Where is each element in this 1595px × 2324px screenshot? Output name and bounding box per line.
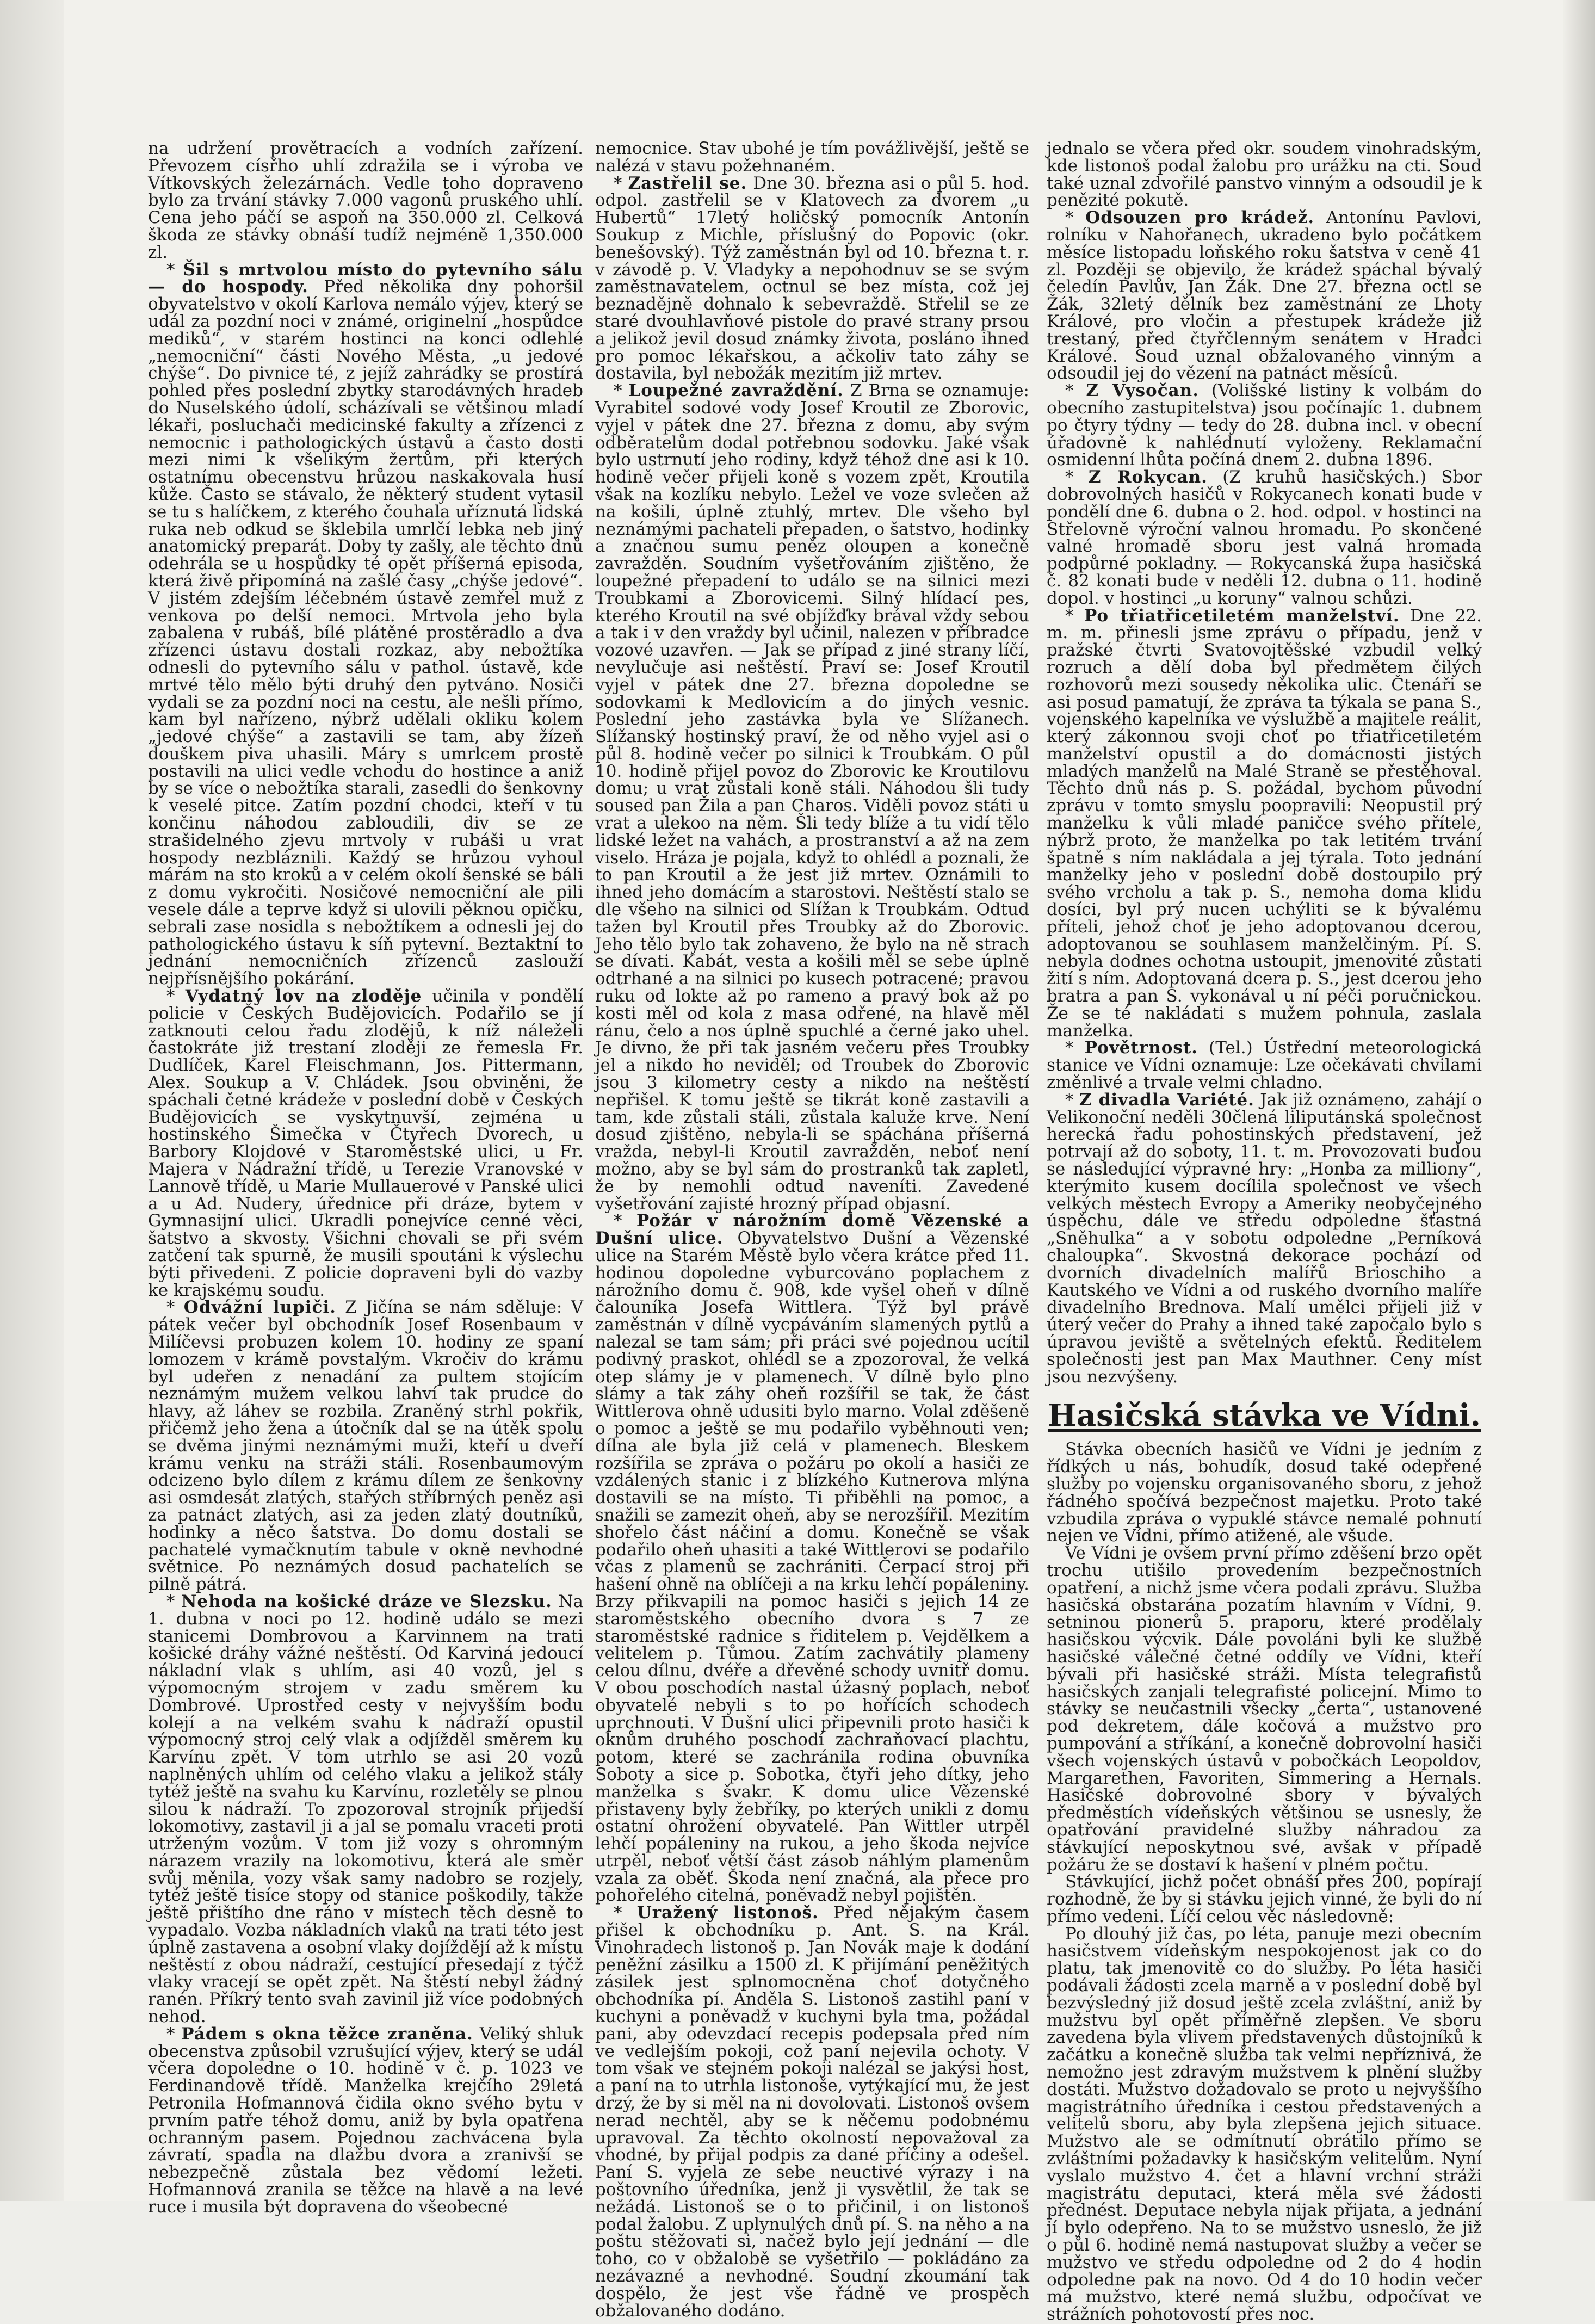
article-heading: Po třiatřicetiletém manželství. [1084,605,1400,626]
article-body: Před nějakým časem přišel k obchodníku p. Ant. S. na Král. Vinohradech listonoš p. Jan Novák maje k dodání peněžní zásilku a 1500 zl. K přijímání peněžitých zásilek jest splnomocněna choť dotyčného obchodníka pí. Anděla S. Listonoš zastihl paní v kuchyni a poněvadž v kuchyni byla tma, požádal pani, aby odevzdací recepis podepsala před ním ve vedlejším pokoji, což paní nejevila ochoty. V tom však ve stejném pokoji nalézal se jakýsi host, a paní na to utrhla listonoše, vytýkající mu, že jest drzý, že by si měl na ni dovolovati. Listonoš ovšem nerad nechtěl, aby se k něčemu podobnému upravoval. Za těchto okolností nepovažoval za vhodné, by přijal podpis za dané příčiny a odešel. Paní S. vyjela ze sebe neuctivé výrazy i na poštovního úředníka, jenž ji vysvětlil, že tak se nežádá. Listonoš se o to přičinil, i on listonoš podal žalobu. Z uplynulých dnů pí. S. na něho a na poštu stěžovati si, načež bylo její jednání — dle toho, co v obžalobě se vyšetřilo — pokládáno za nezávazné a nevhodné. Soudní zkoumání tak dospělo, že jest vše řádně ve prospěch obžalovaného dodáno. [595,1903,1030,2321]
column-middle [595,140,1029,2320]
article-loupezne-zavrazdeni: * Loupežné zavraždění. Z Brna se oznamuje: Vyrabitel sodové vody Josef Kroutil ze Zborovic, vyjel v pátek dne 27. března z domu, aby svým odběratelům dodal potřebnou sodovku. Jaké však bylo ustrnutí jeho rodiny, když téhož dne asi k 10. hodině večer přijeli koně s vozem zpět, Kroutila však na kozlíku nebylo. Ležel ve voze svlečen až na košili, úplně ztuhlý, mrtev. Dle všeho byl neznámými pachateli přepaden, o šatstvo, hodinky a značnou sumu peněz oloupen a konečně zavražděn. Soudním vyšetřováním zjištěno, že loupežné přepadení to událo se na silnici mezi Troubkami a Zborovicemi. Silný hlídací pes, kterého Kroutil na své objížďky brával vždy sebou a tak i v den vraždy byl učinil, nalezen v příbradce vozové uzavřen. — Jak se případ z jiné strany líčí, nevylučuje asi neštěstí. Praví se: Josef Kroutil vyjel v pátek dne 27. března dopoledne se sodovkami k Medlovicím a do jiných vesnic. Poslední jeho zastávka byla ve Slížanech. Slížanský hostinský praví, že od něho vyjel asi o půl 8. hodině večer po silnici k Troubkám. O půl 10. hodině přijel povoz do Zborovic ke Kroutilovu domu; u vrat zůstali koně stáli. Náhodou šli tudy soused pan Žila a pan Charos. Viděli povoz státi u vrat a ulekoo na něm. Šli tedy blíže a tu vidí tělo lidské ležet na vahách, a prostranství a až na zem viselo. Hráza je pojala, když to ohlédl a poznali, že to pan Kroutil a že jest již mrtev. Oznámili to ihned jeho domácím a starostovi. Neštěstí stalo se dle všeho na silnici od Slížan k Troubkám. Odtud tažen byl Kroutil přes Troubky až do Zborovic. Jeho tělo bylo tak zohaveno, že bylo na ně strach se dívati. Kabát, vesta a košili měl se sebe úplně odtrhané a na silnici po kusech potracené; pravou ruku od lokte až po rameno a pravý bok až po kosti měl od kola z masa odřené, na hlavě měl ránu, čelo a nos úplně spuchlé a černé jako uhel. Je divno, že při tak jasném večeru přes Troubky jel a nikdo ho neviděl; od Troubek do Zborovic jsou 3 kilometry cesty a nikdo na neštěstí nepřišel. K tomu ještě se tikrát koně zastavili a tam, kde zůstali stáli, zůstala kaluže krve. Není dosud zjištěno, nebyla-li se spáchána příšerná vražda, nebyl-li Kroutil zavražděn, neboť není možno, aby se byl sám do prostranků tak zapletl, že by nemohli odtud naveníti. Zavedené vyšetřování zajisté hrozný případ objasní. [595,381,1029,1214]
article-heading: Vydatný lov na zloděje [185,986,422,1006]
scan-edge-left [0,0,64,2201]
article-body: Dne 22. m. m. přinesli jsme zprávu o případu, jenž v pražské čtvrti Svatovojtěšské vzbudil velký rozruch a dělí doba byl předmětem čilých rozhovorů mezi sousedy několika ulic. Čtenáři se asi posud pamatují, že zpráva ta týkala se pana S., vojenského kapelníka ve výslužbě a majitele reálit, který zákonnou svoji choť po třiatřicetiletém manželství opustil a do domácnosti jistých mladých manželů na Malé Straně se přestěhoval. Těchto dnů nás p. S. požádal, bychom původní zprávu v tomto smyslu poopravili: Neopustil prý manželku k vůli mladé paničce svého přítele, nýbrž proto, že manželka po tak letitém trvání špatně s ním nakládala a jej týrala. Toto jednání manželky jeho v poslední době dostoupilo prý svého vrcholu a tak p. S., nemoha doma klidu dosíci, byl prý nucen uchýliti se k bývalému příteli, jehož choť je jeho adoptovanou dcerou, adoptovanou se souhlasem manželčiným. Pí. S. nebyla dodnes ochotna ustoupit, jmenovité zůstati žití s ním. Adoptovaná dcera p. S., jest dcerou jeho bratra a pan S. vykonával u ní péči poručnickou. Že se té nakládati s mužem pohnula, zaslala manželka. [1047,605,1482,1041]
article-nehoda-na-draze: * Nehoda na košické dráze ve Slezsku. Na 1. dubna v noci po 12. hodině událo se mezi stanicemi Dombrovou a Karvinnem na trati košické dráhy vážné neštěstí. Od Karviná jedoucí nákladní vlak s uhlím, asi 40 vozů, jel s výpomocným strojem v zadu směrem ku Dombrové. Uprostřed cesty v nejvyšším bodu kolejí a na velkém svahu k nádraží opustil výpomocný stroj celý vlak a odjížděl směrem ku Karvínu zpět. V tom utrhlo se asi 20 vozů naplněných uhlím od celého vlaku a jelikož stály tytéž ještě na svahu ku Karvínu, rozletěly se plnou silou k nádraží. To zpozoroval strojník přijedší lokomotivy, zastavil ji a jal se pomalu vraceti proti utrženým vozům. V tom již vozy s ohromným nárazem vrazily na lokomotivu, která ale směr svůj měnila, vozy však samy nadobro se rozjely, tytéž ještě tisíce stopy od stanice poškodily, takže ještě přištího dne ráno v místech těch desně to vypadalo. Vozba nákladních vlaků na trati této jest úplně zastavena a osobní vlaky dojíždějí až k místu neštěstí z obou nádraží, cestující přesedají z týčž vlaky vracejí se opět zpět. Na štěstí nebyl žádný ranén. Příkrý tento svah zavinil již více podobných nehod. [148,1591,583,2027]
article-body: Před několika dny pohoršil obyvatelstvo v okolí Karlova nemálo výjev, který se udál za pozdní noci v známé, originelní „hospůdce mediků“, v starém hostinci na konci odlehlé „nemocniční“ části Nového Města, „u jedové chýše“. Do pivnice té, z jejíž zahrádky se prostírá pohled přes poslední zbytky starodávných hradeb do Nuselského údolí, scházívali se většinou mladí lékaři, posluchači medicinské fakulty a zřízenci z nemocnic i pathologických ústavů a často dosti mezi nimi k všelikým žertům, při kterých ostatnímu obecenstvu hrůzou naskakovala husí kůže. Často se stávalo, že některý student vytasil se tu s halíčkem, z kterého čouhala uříznutá lidská ruka neb odkud se šklebila umrlčí lebka neb jiný anatomický preparát. Doby ty zašly, ale těchto dnů odehrála se u hospůdky té opět příšerná episoda, která živě připomíná na zašlé časy „chýše jedové“. V jistém zdejším léčebném ústavě zemřel muž z venkova po delší nemoci. Mrtvola jeho byla zabalena v rubáš, bílé plátěné prostěradlo a dva zřízenci ústavu dostali rozkaz, aby nebožtíka odnesli do pytevního sálu v pathol. ústavě, kde mrtvé tělo mělo býti druhý den pytváno. Nosiči vydali se za pozdní noci na cestu, ale nešli přímo, kam byl nařízeno, nýbrž udělali okliku kolem „jedové chýše“ a zastavili se tam, aby žízeň douškem piva uhasili. Máry s umrlcem prostě postavili na ulici vedle vchodu do hostince a aniž by se více o nebožtíka starali, zasedli do šenkovny k veselé pitce. Zatím pozdní chodci, kteří v tu končinu náhodou zabloudili, div se ze strašidelného zjevu mrtvoly v rubáši u vrat hospody nezbláznili. Každý se hrůzou vyhoul márám na sto kroků a v celém okolí šenské se báli z domu vykročiti. Nosičové nemocniční ale pili vesele dále a teprve když si ulovili pěknou opičku, sebrali zase nosidla s nebožtíkem a odnesli jej do pathologického ústavu k síň pytevní. Beztaktní to jednání nemocničních zřízenců zaslouží nejpřísnějšího pokárání. [148,277,583,989]
feature-headline: Hasičská stávka ve Vídni. [1047,1398,1481,1434]
article-heading: Odsouzen pro krádež. [1085,208,1315,228]
article-heading: Zastřelil se. [628,173,747,193]
article-manzelstvi: * Po třiatřicetiletém manželství. Dne 22. m. m. přinesli jsme zprávu o případu, jenž v pražské čtvrti Svatovojtěšské vzbudil velký rozruch a dělí doba byl předmětem čilých rozhovorů mezi sousedy několika ulic. Čtenáři se asi posud pamatují, že zpráva ta týkala se pana S., vojenského kapelníka ve výslužbě a majitele reálit, který zákonnou svoji choť po třiatřicetiletém manželství opustil a do domácnosti jistých mladých manželů na Malé Straně se přestěhoval. Těchto dnů nás p. S. požádal, bychom původní zprávu v tomto smyslu poopravili: Neopustil prý manželku k vůli mladé paničce svého přítele, nýbrž proto, že manželka po tak letitém trvání špatně s ním nakládala a jej týrala. Toto jednání manželky jeho v poslední době dostoupilo prý svého vrcholu a tak p. S., nemoha doma klidu dosíci, byl prý nucen uchýliti se k bývalému příteli, jehož choť je jeho adoptovanou dcerou, adoptovanou se souhlasem manželčiným. Pí. S. nebyla dodnes ochotna ustoupit, jmenovité zůstati žití s ním. Adoptovaná dcera p. S., jest dcerou jeho bratra a pan S. vykonával u ní péči poručnickou. Že se té nakládati s mužem pohnula, zaslala manželka. [1047,605,1482,1041]
article-heading: Z Vysočan. [1086,381,1200,401]
scan-edge-right [1563,0,1595,2201]
article-body: Dne 30. března asi o půl 5. hod. odpol. zastřelil se v Klatovech za dvorem „u Hubertů“ 17letý holičský pomocník Antonín Soukup z Michle, příslušný do Popovic (okr. benešovský). Týž zaměstnán byl od 10. března t. r. v závodě p. V. Vladyky a nepohodnuv se se svým zaměstnavatelem, octnul se bez místa, což jej beznadějně dohnalo k sebevraždě. Střelil se ze staré dvouhlavňové pistole do pravé strany prsou a jelikož jevil dosud známky života, posláno ihned pro pomoc lékařskou, a ačkoliv tato záhy se dostavila, byl nebožák mezitím již mrtev. [595,173,1029,384]
article-body: učinila v pondělí policie v Českých Budějovicích. Podařilo se jí zatknouti celou řadu zlodějů, k níž náleželi častokráte již trestaní zloději ze řemesla Fr. Dudlíček, Karel Fleischmann, Jos. Pittermann, Alex. Soukup a V. Chládek. Jsou obviněni, že spáchali četné krádeže v poslední době v Českých Budějovicích se vyskytnuvší, zejména u hostinského Šimečka v Čtyřech Dvorech, u Barbory Klojdové v Staroměstské ulici, u Fr. Majera v Nádražní třídě, u Terezie Vranovské v Lannově třídě, u Marie Mullauerové v Panské ulici a u Ad. Nudery, úřednice při dráze, bytem v Gymnasijní ulici. Ukradli ponejvíce cenné věci, šatstvo a skvosty. Všichni chovali se při svém zatčení tak spurně, že musili spoutáni k výslechu býti přivedeni. Z policie dopraveni byli do vazby ke krajskému soudu. [148,986,583,1300]
article-urazeny-listonos: * Uražený listonoš. Před nějakým časem přišel k obchodníku p. Ant. S. na Král. Vinohradech listonoš p. Jan Novák maje k dodání peněžní zásilku a 1500 zl. K přijímání peněžitých zásilek jest splnomocněna choť dotyčného obchodníka pí. Anděla S. Listonoš zastihl paní v kuchyni a poněvadž v kuchyni byla tma, požádal pani, aby odevzdací recepis podepsala před ním ve vedlejším pokoji, což paní nejevila ochoty. V tom však ve stejném pokoji nalézal se jakýsi host, a paní na to utrhla listonoše, vytýkající mu, že jest drzý, že by si měl na ni dovolovati. Listonoš ovšem nerad nechtěl, aby se k něčemu podobnému upravoval. Za těchto okolností nepovažoval za vhodné, by přijal podpis za dané příčiny a odešel. Paní S. vyjela ze sebe neuctivé výrazy i na poštovního úředníka, jenž ji vysvětlil, že tak se nežádá. Listonoš se o to přičinil, i on listonoš podal žalobu. Z uplynulých dnů pí. S. na něho a na poštu stěžovati si, načež bylo její jednání — dle toho, co v obžalobě se vyšetřilo — pokládáno za nezávazné a nevhodné. Soudní zkoumání tak dospělo, že jest vše řádně ve prospěch obžalovaného dodáno. [595,1903,1030,2321]
feature-paragraph: Stávka obecních hasičů ve Vídni je jedním z řídkých u nás, bohudík, dosud také odepřené služby po vojensku organisovaného sboru, z jehož řádného spočívá bezpečnost majetku. Proto také vzbudila zpráva o vypuklé stávce nemalé pohnutí nejen ve Vídni, přímo atižené, ale všude. [1047,1439,1482,1546]
article-body: Antonínu Pavlovi, rolníku v Nahořanech, ukradeno bylo počátkem měsíce listopadu loňského roku šatstva v ceně 41 zl. Později se objevilo, že krádež spáchal bývalý čeledín Pavlův, Jan Žák. Dne 27. března octl se Žák, 32letý dělník bez zaměstnání ze Lhoty Králové, pro vločin a přestupek krádeže již trestaný, před čtyřčlenným senátem v Hradci Králové. Soud uznal obžalovaného vinným a odsoudil jej do vězení na patnáct měsíců. [1047,208,1482,384]
column-right [1047,140,1482,2323]
article-povetrnost: * Povětrnost. (Tel.) Ústřední meteorologická stanice ve Vídni oznamuje: Lze očekávati chvilami změnlivé a trvale velmi chladno. [1047,1038,1482,1093]
article-body: Z Brna se oznamuje: Vyrabitel sodové vody Josef Kroutil ze Zborovic, vyjel v pátek dne 27. března z domu, aby svým odběratelům dodal potřebnou sodovku. Jaké však bylo ustrnutí jeho rodiny, když téhož dne asi k 10. hodině večer přijeli koně s vozem zpět, Kroutila však na kozlíku nebylo. Ležel ve voze svlečen až na košili, úplně ztuhlý, mrtev. Dle všeho byl neznámými pachateli přepaden, o šatstvo, hodinky a značnou sumu peněz oloupen a konečně zavražděn. Soudním vyšetřováním zjištěno, že loupežné přepadení to událo se na silnici mezi Troubkami a Zborovicemi. Silný hlídací pes, kterého Kroutil na své objížďky brával vždy sebou a tak i v den vraždy byl učinil, nalezen v příbradce vozové uzavřen. — Jak se případ z jiné strany líčí, nevylučuje asi neštěstí. Praví se: Josef Kroutil vyjel v pátek dne 27. března dopoledne se sodovkami k Medlovicím a do jiných vesnic. Poslední jeho zastávka byla ve Slížanech. Slížanský hostinský praví, že od něho vyjel asi o půl 8. hodině večer po silnici k Troubkám. O půl 10. hodině přijel povoz do Zborovic ke Kroutilovu domu; u vrat zůstali koně stáli. Náhodou šli tudy soused pan Žila a pan Charos. Viděli povoz státi u vrat a ulekoo na něm. Šli tedy blíže a tu vidí tělo lidské ležet na vahách, a prostranství a až na zem viselo. Hráza je pojala, když to ohlédl a poznali, že to pan Kroutil a že jest již mrtev. Oznámili to ihned jeho domácím a starostovi. Neštěstí stalo se dle všeho na silnici od Slížan k Troubkám. Odtud tažen byl Kroutil přes Troubky až do Zborovic. Jeho tělo bylo tak zohaveno, že bylo na ně strach se dívati. Kabát, vesta a košili měl se sebe úplně odtrhané a na silnici po kusech potracené; pravou ruku od lokte až po rameno a pravý bok až po kosti měl od kola z masa odřené, na hlavě měl ránu, čelo a nos úplně spuchlé a černé jako uhel. Je divno, že při tak jasném večeru přes Troubky jel a nikdo ho neviděl; od Troubek do Zborovic jsou 3 kilometry cesty a nikdo na neštěstí nepřišel. K tomu ještě se tikrát koně zastavili a tam, kde zůstali stáli, zůstala kaluže krve. Není dosud zjištěno, nebyla-li se spáchána příšerná vražda, nebyl-li Kroutil zavražděn, neboť není možno, aby se byl sám do prostranků tak zapletl, že by nemohli odtud naveníti. Zavedené vyšetřování zajisté hrozný případ objasní. [595,381,1029,1214]
article-zastrelil-se: * Zastřelil se. Dne 30. března asi o půl 5. hod. odpol. zastřelil se v Klatovech za dvorem „u Hubertů“ 17letý holičský pomocník Antonín Soukup z Michle, příslušný do Popovic (okr. benešovský). Týž zaměstnán byl od 10. března t. r. v závodě p. V. Vladyky a nepohodnuv se se svým zaměstnavatelem, octnul se bez místa, což jej beznadějně dohnalo k sebevraždě. Střelil se ze staré dvouhlavňové pistole do pravé strany prsou a jelikož jevil dosud známky života, posláno ihned pro pomoc lékařskou, a ačkoliv tato záhy se dostavila, byl nebožák mezitím již mrtev. [595,173,1029,384]
article-heading: Pádem s okna těžce zraněna. [181,2024,473,2044]
article-body: Z Jičína se nám sděluje: V pátek večer byl obchodník Josef Rosenbaum v Milíčevsi probuzen kolem 10. hodiny ze spaní lomozem v krámě povstalým. Vkročiv do krámu byl udeřen z nenadání za pultem stojícím neznámým mužem velkou lahví tak prudce do hlavy, až láhev se rozbila. Zraněný strhl pokřik, přičemž jeho žena a útočník dal se na útěk spolu se dvěma jinými neznámými muži, kteří u dveří krámu venku na stráži stáli. Rosenbaumovým odcizeno bylo dílem z krámu dílem ze šenkovny asi osmdesát zlatých, stařých stříbrných peněz asi za patnáct zlatých, asi za jeden zlatý doutníků, hodinky a něco šatstva. Do domu dostali se pachatelé vymačknutím tabule v okně nevhodné světnice. Po neznámých dosud pachatelích se pilně pátrá. [148,1297,584,1594]
feature-paragraph: Ve Vídni je ovšem první přímo zděšení brzo opět trochu utišilo provedením bezpečnostních opatření, a nichž jsme včera podali zprávu. Služba hasičská obstarána pozatím hlavním v Vídni, 9. setninou pionerů 5. praporu, které prodělaly hasičskou výcvik. Dále povoláni byli ke službě hasičské válečné četné oddíly ve Vídni, kteří bývali při hasičské stráži. Místa telegrafistů hasičských zanjali telegrafisté policejní. Mimo to stávky se neučastnili všecky „čerta“, ustanovené pod dekretem, dále kočová a mužstvo pro pumpování a stříkání, a konečně dobrovolní hasiči všech vojenských ústavů v pobočkách Leopoldov, Margarethen, Favoriten, Simmering a Hernals. Hasičské dobrovolné sbory v bývalých předměstích vídeňských většinou se usnesly, že opatřování pravidelné služby náhradou za stávkující neposkytnou své, avšak v případě požáru že se dostaví k hašení v plném počtu. [1047,1543,1482,1875]
article-pozar: * Požár v nárožním domě Vězenské a Dušní ulice. Obyvatelstvo Dušní a Vězenské ulice na Starém Městě bylo včera krátce před 11. hodinou dopoledne vyburcováno poplachem z nárožního domu č. 908, kde vyšel oheň v dílně čalouníka Josefa Wittlera. Týž byl právě zaměstnán v dílně vycpáváním slamených pytlů a nalezal se tam sám; při práci své pojednou ucítil podivný praskot, ohlédl se a zpozoroval, že velká otep slámy je v plamenech. V dílně bylo plno slámy a tak záhy oheň rozšířil se tak, že část Wittlerova ohně udusiti bylo marno. Volal zděšeně o pomoc a ještě se mu podařilo vyběhnouti ven; dílna ale byla již celá v plamenech. Bleskem rozšířila se zpráva o požáru po okolí a hasiči ze vzdálených stanic i z blízkého Kutnerova mlýna dostavili se na místo. Ti přiběhli na pomoc, a snažili se zamezit oheň, aby se nerozšířil. Mezitím shořelo část náčiní a domu. Konečně se však podařilo oheň uhasiti a také Wittlerovi se podařilo včas z plamenů se zachrániti. Čerpací stroj při hašení ohně na oblíčeji a na krku lehčí popáleniny. Brzy přikvapili na pomoc hasiči s jejich 14 ze staroměstského obecního dvora s 7 ze staroměstské radnice s řiditelem p. Vejdělkem a velitelem p. Tůmou. Zatím zachvátily plameny celou dílnu, dvéře a dřevěné schody uvnitř domu. V obou poschodích nastal úžasný poplach, neboť obyvatelé nebyli s to po hořících schodech uprchnouti. V Dušní ulici připevnili proto hasiči k oknům druhého poschodí zachraňovací plachtu, potom, které se zachránila rodina obuvníka Soboty a sice p. Sobotka, čtyři jeho dítky, jeho manželka s švakr. K domu ulice Vězenské přistaveny byly žebříky, po kterých unikli z domu ostatní ohrožení obyvatelé. Pan Wittler utrpěl lehčí popáleniny na rukou, a jeho škoda nejvíce utrpěl, neboť větší část zásob náhlým plamenům vzala za oběť. Škoda není značná, ala přece pro pohořelého citelná, poněvadž nebyl pojištěn. [595,1211,1030,1906]
article-body: Obyvatelstvo Dušní a Vězenské ulice na Starém Městě bylo včera krátce před 11. hodinou dopoledne vyburcováno poplachem z nárožního domu č. 908, kde vyšel oheň v dílně čalouníka Josefa Wittlera. Týž byl právě zaměstnán v dílně vycpáváním slamených pytlů a nalezal se tam sám; při práci své pojednou ucítil podivný praskot, ohlédl se a zpozoroval, že velká otep slámy je v plamenech. V dílně bylo plno slámy a tak záhy oheň rozšířil se tak, že část Wittlerova ohně udusiti bylo marno. Volal zděšeně o pomoc a ještě se mu podařilo vyběhnouti ven; dílna ale byla již celá v plamenech. Bleskem rozšířila se zpráva o požáru po okolí a hasiči ze vzdálených stanic i z blízkého Kutnerova mlýna dostavili se na místo. Ti přiběhli na pomoc, a snažili se zamezit oheň, aby se nerozšířil. Mezitím shořelo část náčiní a domu. Konečně se však podařilo oheň uhasiti a také Wittlerovi se podařilo včas z plamenů se zachrániti. Čerpací stroj při hašení ohně na oblíčeji a na krku lehčí popáleniny. Brzy přikvapili na pomoc hasiči s jejich 14 ze staroměstského obecního dvora s 7 ze staroměstské radnice s řiditelem p. Vejdělkem a velitelem p. Tůmou. Zatím zachvátily plameny celou dílnu, dvéře a dřevěné schody uvnitř domu. V obou poschodích nastal úžasný poplach, neboť obyvatelé nebyli s to po hořících schodech uprchnouti. V Dušní ulici připevnili proto hasiči k oknům druhého poschodí zachraňovací plachtu, potom, které se zachránila rodina obuvníka Soboty a sice p. Sobotka, čtyři jeho dítky, jeho manželka s švakr. K domu ulice Vězenské přistaveny byly žebříky, po kterých unikli z domu ostatní ohrožení obyvatelé. Pan Wittler utrpěl lehčí popáleniny na rukou, a jeho škoda nejvíce utrpěl, neboť větší část zásob náhlým plamenům vzala za oběť. Škoda není značná, ala přece pro pohořelého citelná, poněvadž nebyl pojištěn. [595,1228,1030,1906]
feature-paragraph: Stávkující, jichž počet obnáší přes 200, popírají rozhodně, že by si stávku jejich vinné, že byli do ní přímo vedeni. Líčí celou věc následovně: [1047,1872,1482,1926]
article-padem-s-okna: * Pádem s okna těžce zraněna. Veliký shluk obecenstva způsobil vzrušující výjev, který se udál včera dopoledne o 10. hodině v č. p. 1023 ve Ferdinandově třídě. Manželka krejčího 29letá Petronila Hofmannová čidila okno svého bytu v prvním patře téhož domu, aniž by byla opatřena ochranným pasem. Pojednou zachvácena byla závratí, spadla na dlažbu dvora a zranivší se nebezpečně zůstala bez vědomí ležeti. Hofmannová zranila se těžce na hlavě a na levé ruce i musila být dopravena do všeobecné [148,2024,583,2217]
article-heading: Z divadla Variété. [1079,1090,1254,1110]
article-heading: Povětrnost. [1084,1038,1198,1058]
article-divadlo-variete: * Z divadla Variété. Jak již oznámeno, zahájí o Velikonoční neděli 30člená liliputánská společnost herecká řadu pohostinských představení, jež potrvají až do soboty, 11. t. m. Provozovati budou se následující výpravné hry: „Honba za milliony“, kterýmito kusem docílila společnost ve všech velkých městech Evropy a Ameriky neobyčejného úspěchu, dále ve středu odpoledne šťastná „Sněhulka“ a v sobotu odpoledne „Perníková chaloupka“. Skvostná dekorace pochází od dvorních divadelních malířů Brioschiho a Kautského ve Vídni a od ruského dvorního malíře divadelního Brednova. Malí umělci přijeli již v úterý večer do Prahy a ihned také započalo bylo s úpravou jeviště a světelných efektů. Ředitelem společnosti jest pan Max Mauthner. Ceny míst jsou nezvýšeny. [1047,1090,1482,1387]
article-vysocany: * Z Vysočan. (Volišské listiny k volbám do obecního zastupitelstva) jsou počínajíc 1. dubnem po čtyry týdny — tedy do 28. dubna incl. v obecní úřadovně k nahlédnutí vyloženy. Reklamační osmidenní lhůta počíná dnem 2. dubna 1896. [1047,381,1482,470]
article-heading: Loupežné zavraždění. [628,381,844,401]
article-heading: Nehoda na košické dráze ve Slezsku. [181,1591,552,1611]
article-heading: Požár v nárožním domě Vězenské a Dušní ulice. [595,1211,1029,1248]
article-pitevni-sal: * Šil s mrtvolou místo do pytevního sálu — do hospody. Před několika dny pohoršil obyvatelstvo v okolí Karlova nemálo výjev, který se udál za pozdní noci v známé, originelní „hospůdce mediků“, v starém hostinci na konci odlehlé „nemocniční“ části Nového Města, „u jedové chýše“. Do pivnice té, z jejíž zahrádky se prostírá pohled přes poslední zbytky starodávných hradeb do Nuselského údolí, scházívali se většinou mladí lékaři, posluchači medicinské fakulty a zřízenci z nemocnic i pathologických ústavů a často dosti mezi nimi k všelikým žertům, při kterých ostatnímu obecenstvu hrůzou naskakovala husí kůže. Často se stávalo, že některý student vytasil se tu s halíčkem, z kterého čouhala uříznutá lidská ruka neb odkud se šklebila umrlčí lebka neb jiný anatomický preparát. Doby ty zašly, ale těchto dnů odehrála se u hospůdky té opět příšerná episoda, která živě připomíná na zašlé časy „chýše jedové“. V jistém zdejším léčebném ústavě zemřel muž z venkova po delší nemoci. Mrtvola jeho byla zabalena v rubáš, bílé plátěné prostěradlo a dva zřízenci ústavu dostali rozkaz, aby nebožtíka odnesli do pytevního sálu v pathol. ústavě, kde mrtvé tělo mělo býti druhý den pytváno. Nosiči vydali se za pozdní noci na cestu, ale nešli přímo, kam byl nařízeno, nýbrž udělali okliku kolem „jedové chýše“ a zastavili se tam, aby žízeň douškem piva uhasili. Máry s umrlcem prostě postavili na ulici vedle vchodu do hostince a aniž by se více o nebožtíka starali, zasedli do šenkovny k veselé pitce. Zatím pozdní chodci, kteří v tu končinu náhodou zabloudili, div se ze strašidelného zjevu mrtvoly v rubáši u vrat hospody nezbláznili. Každý se hrůzou vyhoul márám na sto kroků a v celém okolí šenské se báli z domu vykročiti. Nosičové nemocniční ale pili vesele dále a teprve když si ulovili pěknou opičku, sebrali zase nosidla s nebožtíkem a odnesli jej do pathologického ústavu k síň pytevní. Beztaktní to jednání nemocničních zřízenců zaslouží nejpřísnějšího pokárání. [148,259,583,989]
article-body: Na 1. dubna v noci po 12. hodině událo se mezi stanicemi Dombrovou a Karvinnem na trati košické dráhy vážné neštěstí. Od Karviná jedoucí nákladní vlak s uhlím, asi 40 vozů, jel s výpomocným strojem v zadu směrem ku Dombrové. Uprostřed cesty v nejvyšším bodu kolejí a na velkém svahu k nádraží opustil výpomocný stroj celý vlak a odjížděl směrem ku Karvínu zpět. V tom utrhlo se asi 20 vozů naplněných uhlím od celého vlaku a jelikož stály tytéž ještě na svahu ku Karvínu, rozletěly se plnou silou k nádraží. To zpozoroval strojník přijedší lokomotivy, zastavil ji a jal se pomalu vraceti proti utrženým vozům. V tom již vozy s ohromným nárazem vrazily na lokomotivu, která ale směr svůj měnila, vozy však samy nadobro se rozjely, tytéž ještě tisíce stopy od stanice poškodily, takže ještě přištího dne ráno v místech těch desně to vypadalo. Vozba nákladních vlaků na trati této jest úplně zastavena a osobní vlaky dojíždějí až k místu neštěstí z obou nádraží, cestující přesedají z týčž vlaky vracejí se opět zpět. Na štěstí nebyl žádný ranén. Příkrý tento svah zavinil již více podobných nehod. [148,1591,583,2027]
article-body: (Z kruhů hasičských.) Sbor dobrovolných hasičů v Rokycanech konati bude v pondělí dne 6. dubna o 2. hod. odpol. v hostinci na Střelovně výroční valnou hromadu. Po skončené valné hromadě sboru jest valná hromada podpůrné pokladny. — Rokycanská župa hasičská č. 82 konati bude v neděli 12. dubna o 11. hodině dopol. v hostinci „u koruny“ valnou schůzi. [1047,467,1482,608]
article-body: Jak již oznámeno, zahájí o Velikonoční neděli 30člená liliputánská společnost herecká řadu pohostinských představení, jež potrvají až do soboty, 11. t. m. Provozovati budou se následující výpravné hry: „Honba za milliony“, kterýmito kusem docílila společnost ve všech velkých městech Evropy a Ameriky neobyčejného úspěchu, dále ve středu odpoledne šťastná „Sněhulka“ a v sobotu odpoledne „Perníková chaloupka“. Skvostná dekorace pochází od dvorních divadelních malířů Brioschiho a Kautského ve Vídni a od ruského dvorního malíře divadelního Brednova. Malí umělci přijeli již v úterý večer do Prahy a ihned také započalo bylo s úpravou jeviště a světelných efektů. Ředitelem společnosti jest pan Max Mauthner. Ceny míst jsou nezvýšeny. [1047,1090,1482,1387]
article-heading: Z Rokycan. [1088,467,1208,487]
article-body: Veliký shluk obecenstva způsobil vzrušující výjev, který se udál včera dopoledne o 10. hodině v č. p. 1023 ve Ferdinandově třídě. Manželka krejčího 29letá Petronila Hofmannová čidila okno svého bytu v prvním patře téhož domu, aniž by byla opatřena ochranným pasem. Pojednou zachvácena byla závratí, spadla na dlažbu dvora a zranivší se nebezpečně zůstala bez vědomí ležeti. Hofmannová zranila se těžce na hlavě a na levé ruce i musila být dopravena do všeobecné [148,2024,583,2217]
article-heading: Uražený listonoš. [636,1903,819,1923]
article-body: (Volišské listiny k volbám do obecního zastupitelstva) jsou počínajíc 1. dubnem po čtyry týdny — tedy do 28. dubna incl. v obecní úřadovně k nahlédnutí vyloženy. Reklamační osmidenní lhůta počíná dnem 2. dubna 1896. [1047,381,1482,470]
article-heading: Odvážní lupiči. [183,1297,336,1318]
article-odvazni-lupici: * Odvážní lupiči. Z Jičína se nám sděluje: V pátek večer byl obchodník Josef Rosenbaum v Milíčevsi probuzen kolem 10. hodiny ze spaní lomozem v krámě povstalým. Vkročiv do krámu byl udeřen z nenadání za pultem stojícím neznámým mužem velkou lahví tak prudce do hlavy, až láhev se rozbila. Zraněný strhl pokřik, přičemž jeho žena a útočník dal se na útěk spolu se dvěma jinými neznámými muži, kteří u dveří krámu venku na stráži stáli. Rosenbaumovým odcizeno bylo dílem z krámu dílem ze šenkovny asi osmdesát zlatých, stařých stříbrných peněz asi za patnáct zlatých, asi za jeden zlatý doutníků, hodinky a něco šatstva. Do domu dostali se pachatelé vymačknutím tabule v okně nevhodné světnice. Po neznámých dosud pachatelích se pilně pátrá. [148,1297,584,1594]
article-heading: Šil s mrtvolou místo do pytevního sálu — do hospody. [148,259,583,297]
feature-paragraph: Po dlouhý již čas, po léta, panuje mezi obecním hasičstvem vídeňským nespokojenost jak co do platu, tak jmenovitě co do služby. Po léta hasiči podávali žádosti zcela marně a v poslední době byl bezvýsledný již dosud ještě zcela zvláštní, aniž by mužstvu byl opět příměřně zlepšen. Ve sboru zavedena byla vlivem představených důstojníků k začátku a konečně služba tak velmi nepříznivá, že nemožno jest zdravým mužstvem k plnění služby dostáti. Mužstvo dožadovalo se proto u nejvyššího magistrátního úředníka i cestou představených a velitelů sboru, aby byla zlepšena jejich situace. Mužstvo ale se odmítnutí obrátilo přímo se zvláštními požadavky k hasičským velitelům. Nyní vyslalo mužstvo 4. čet a hlavní vrchní stráži magistrátu deputaci, která měla své žádosti přednést. Deputace nebyla nijak přijata, a jednání jí bylo odepřeno. Na to se mužstvo usneslo, že již o půl 6. hodině nemá nastupovat služby a večer se mužstvo ve středu odpoledne od 2 do 4 hodin odpoledne pak na novo. Od 4 do 10 hodin večer má mužstvo, které nemá službu, odpočívat ve strážních pohotovostí přes noc. [1047,1924,1482,2324]
article-continuation: na udržení provětracích a vodních zařízení. Převozem císřho uhlí zdražila se i výroba ve Vítkovských železárnách. Vedle toho dopraveno bylo za trvání stávky 7.000 vagonů pruského uhlí. Cena jeho páčí se aspoň na 350.000 zl. Celková škoda ze stávky obnáší tudíž nejméně 1,350.000 zl. [148,139,583,262]
article-rokycany: * Z Rokycan. (Z kruhů hasičských.) Sbor dobrovolných hasičů v Rokycanech konati bude v pondělí dne 6. dubna o 2. hod. odpol. v hostinci na Střelovně výroční valnou hromadu. Po skončené valné hromadě sboru jest valná hromada podpůrné pokladny. — Rokycanská župa hasičská č. 82 konati bude v neděli 12. dubna o 11. hodině dopol. v hostinci „u koruny“ valnou schůzi. [1047,467,1482,608]
article-continuation: nemocnice. Stav ubohé je tím povážlivější, ještě se nalézá v stavu požehnaném. [595,139,1029,176]
article-odsouzen: * Odsouzen pro krádež. Antonínu Pavlovi, rolníku v Nahořanech, ukradeno bylo počátkem měsíce listopadu loňského roku šatstva v ceně 41 zl. Později se objevilo, že krádež spáchal bývalý čeledín Pavlův, Jan Žák. Dne 27. března octl se Žák, 32letý dělník bez zaměstnání ze Lhoty Králové, pro vločin a přestupek krádeže již trestaný, před čtyřčlenným senátem v Hradci Králové. Soud uznal obžalovaného vinným a odsoudil jej do vězení na patnáct měsíců. [1047,208,1482,384]
article-body: (Tel.) Ústřední meteorologická stanice ve Vídni oznamuje: Lze očekávati chvilami změnlivé a trvale velmi chladno. [1047,1038,1482,1093]
column-left [148,140,583,2216]
article-continuation: jednalo se včera před okr. soudem vinohradským, kde listonoš podal žalobu pro urážku na cti. Soud také uznal zdvořilé panstvo vinným a odsoudil je k penězité pokutě. [1047,139,1482,211]
article-lov-na-zlodeje: * Vydatný lov na zloděje učinila v pondělí policie v Českých Budějovicích. Podařilo se jí zatknouti celou řadu zlodějů, k níž náleželi častokráte již trestaní zloději ze řemesla Fr. Dudlíček, Karel Fleischmann, Jos. Pittermann, Alex. Soukup a V. Chládek. Jsou obviněni, že spáchali četné krádeže v poslední době v Českých Budějovicích se vyskytnuvší, zejména u hostinského Šimečka v Čtyřech Dvorech, u Barbory Klojdové v Staroměstské ulici, u Fr. Majera v Nádražní třídě, u Terezie Vranovské v Lannově třídě, u Marie Mullauerové v Panské ulici a u Ad. Nudery, úřednice při dráze, bytem v Gymnasijní ulici. Ukradli ponejvíce cenné věci, šatstvo a skvosty. Všichni chovali se při svém zatčení tak spurně, že musili spoutáni k výslechu býti přivedeni. Z policie dopraveni byli do vazby ke krajskému soudu. [148,986,583,1300]
